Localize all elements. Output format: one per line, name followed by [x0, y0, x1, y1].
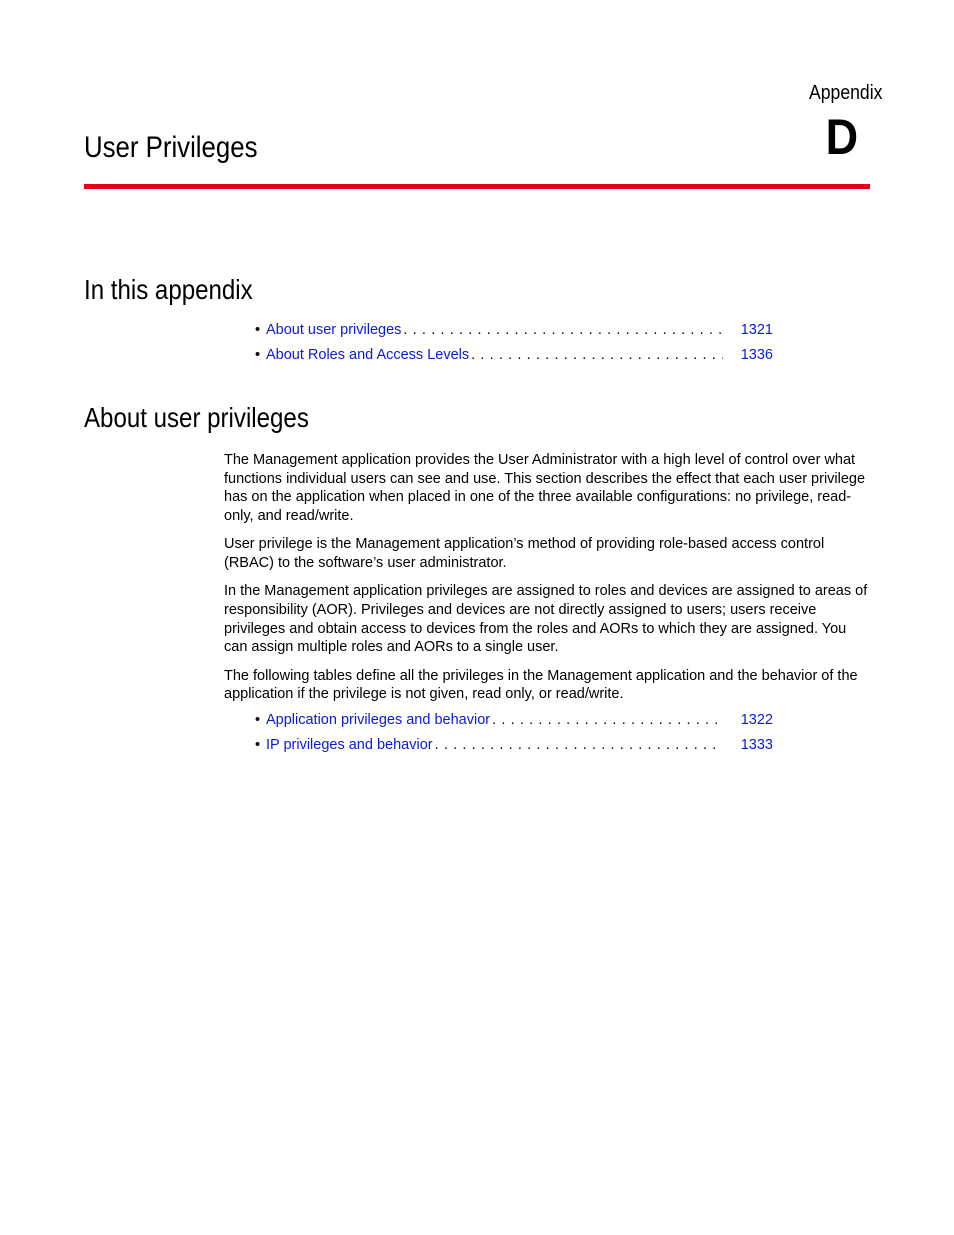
privileges-table-links: [255, 712, 773, 762]
toc-page-number[interactable]: 1322: [740, 712, 773, 728]
toc-page-number[interactable]: 1333: [740, 737, 773, 753]
dot-leader: [492, 712, 723, 728]
title-rule: [84, 184, 870, 189]
paragraph: In the Management application privileges are assigned to roles and devices are assigned to areas of responsibility (AOR). Privileges and devices are not directly assigned to users; users receive privileges and obtain access to devices from the roles and AORs to which they are assigned. You can assign multiple roles and AORs to a single user.: [224, 583, 868, 656]
bullet-icon: •: [255, 347, 261, 363]
toc-item: [255, 712, 773, 737]
paragraph: The following tables define all the privileges in the Management application and the behavior of the application if the privilege is not given, read only, or read/write.: [224, 667, 858, 703]
toc-page-number[interactable]: 1336: [740, 347, 773, 363]
toc-link-ip-privileges[interactable]: IP privileges and behavior: [266, 737, 433, 753]
appendix-toc: [255, 322, 773, 372]
toc-link-about-user-privileges[interactable]: About user privileges: [266, 322, 402, 338]
toc-item: [255, 347, 773, 372]
about-user-privileges-heading: About user privileges: [84, 402, 309, 433]
appendix-label: Appendix: [808, 82, 882, 104]
toc-item: [255, 737, 773, 762]
chapter-title: User Privileges: [84, 131, 258, 164]
body-text: [224, 451, 872, 713]
toc-link-about-roles[interactable]: About Roles and Access Levels: [266, 347, 470, 363]
toc-page-number[interactable]: 1321: [740, 322, 773, 338]
dot-leader: [403, 322, 723, 338]
bullet-icon: •: [255, 737, 261, 753]
dot-leader: [435, 737, 723, 753]
bullet-icon: •: [255, 712, 261, 728]
toc-link-application-privileges[interactable]: Application privileges and behavior: [266, 712, 491, 728]
toc-item: [255, 322, 773, 347]
dot-leader: [471, 347, 723, 363]
paragraph: The Management application provides the User Administrator with a high level of control over what functions individual users can see and use. This section describes the effect that each user privilege has on the application when placed in one of the three available configurations: no privilege, read-only, and read/write.: [224, 452, 866, 525]
appendix-letter: D: [825, 109, 858, 165]
in-this-appendix-heading: In this appendix: [84, 274, 253, 305]
bullet-icon: •: [255, 322, 261, 338]
paragraph: User privilege is the Management application’s method of providing role-based access control (RBAC) to the software’s user administrator.: [224, 536, 825, 572]
